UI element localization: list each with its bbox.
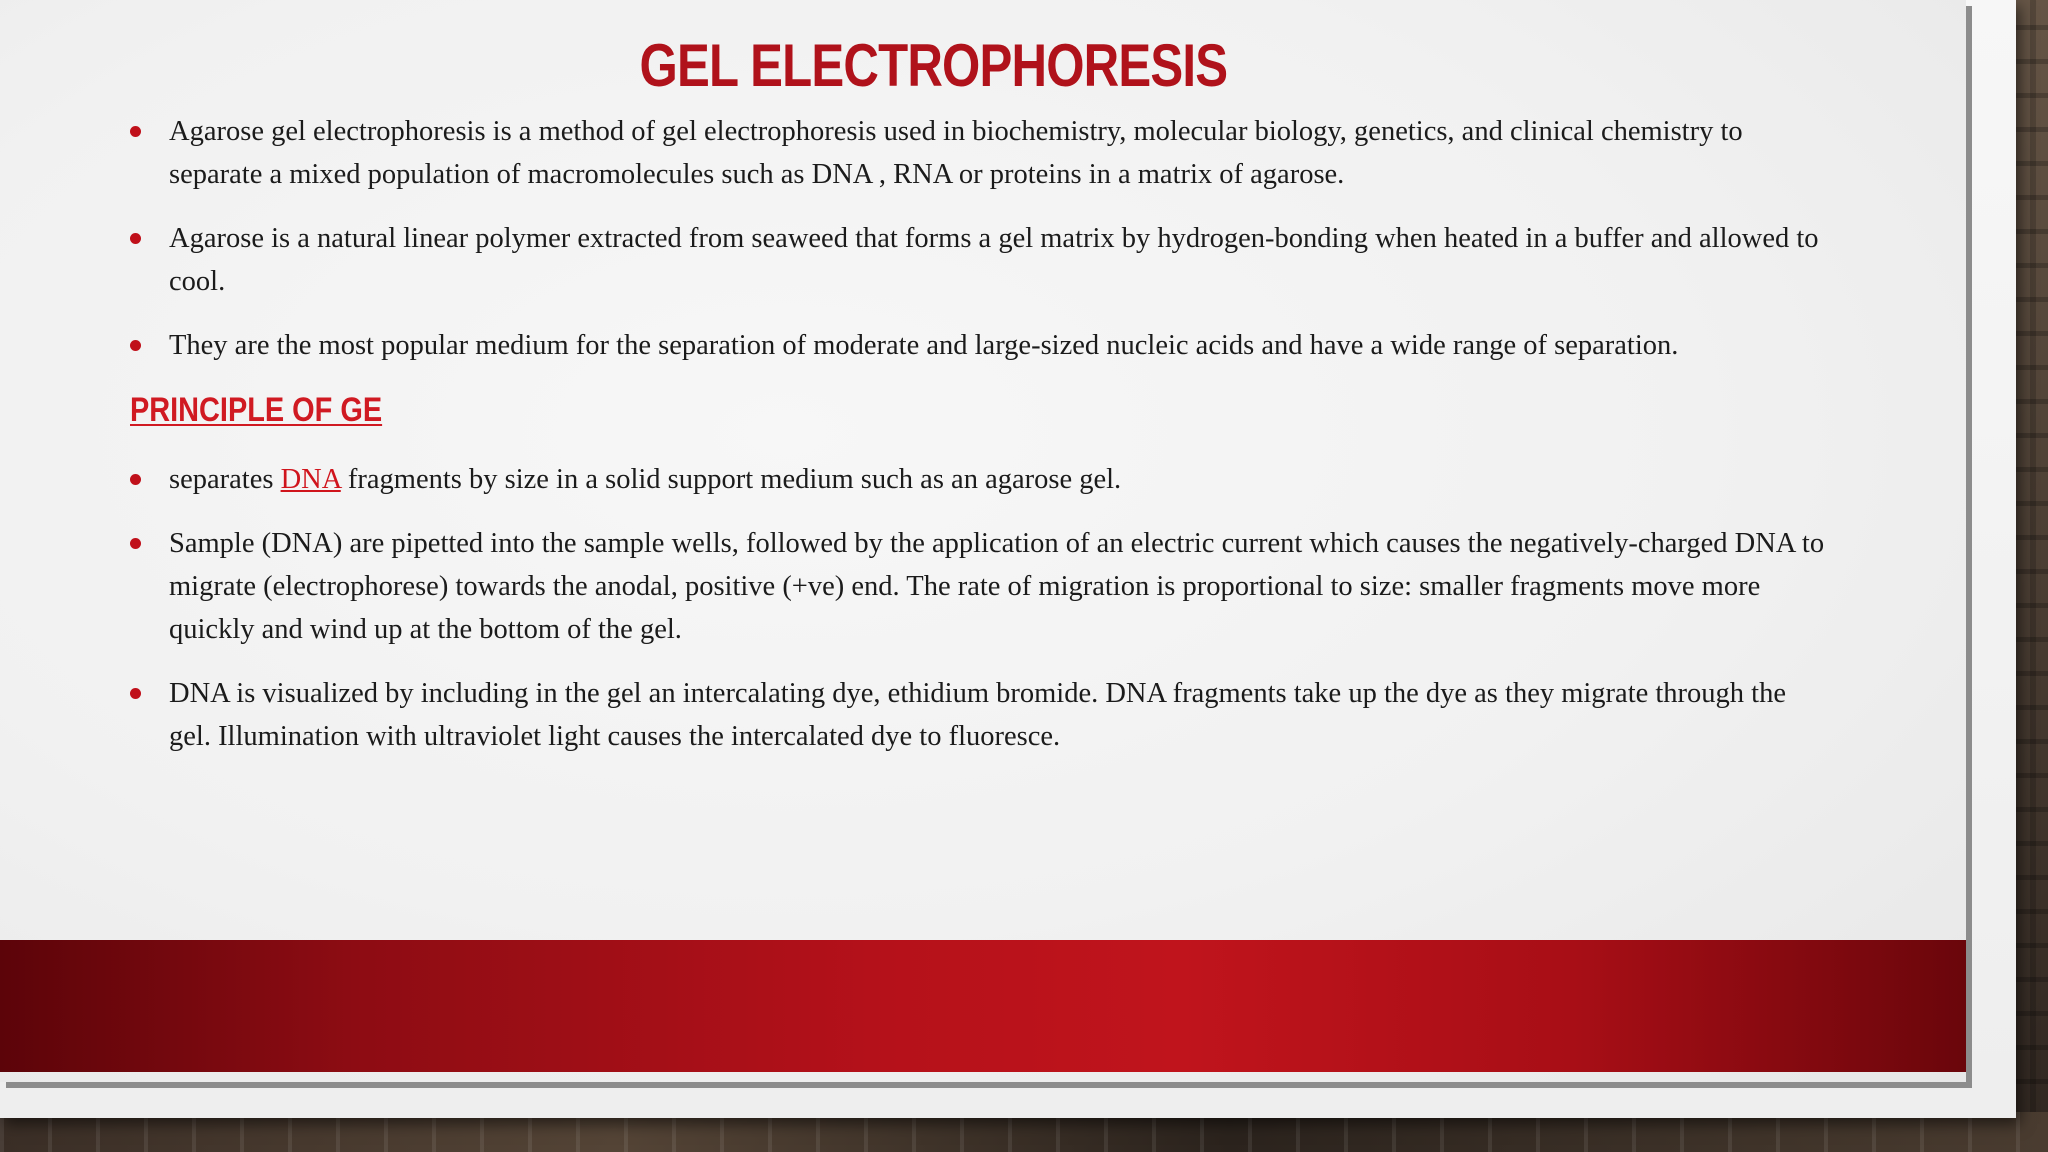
- bullet-dot-icon: [130, 233, 141, 244]
- list-item: [130, 522, 1830, 651]
- list-item: [130, 458, 1830, 501]
- bullet-text: Agarose is a natural linear polymer extracted from seaweed that forms a gel matrix by hydrogen-bonding when heated in a buffer and allowed to cool.: [169, 223, 1819, 297]
- section-heading-principle: PRINCIPLE OF GE: [130, 391, 383, 429]
- brick-wall-background: [0, 1112, 2048, 1152]
- bullet-dot-icon: [130, 538, 141, 549]
- bullet-text-after-link: fragments by size in a solid support medium such as an agarose gel.: [340, 464, 1122, 495]
- bullet-text-before-link: separates: [169, 464, 281, 495]
- list-item: [130, 672, 1830, 758]
- bullet-dot-icon: [130, 474, 141, 485]
- bullet-dot-icon: [130, 340, 141, 351]
- intro-bullet-list: [130, 110, 1830, 388]
- bullet-text: Sample (DNA) are pipetted into the sample wells, followed by the application of an electric current which causes the negatively-charged DNA to migrate (electrophorese) towards the anodal, positive (+ve) end. The rate of migration is proportional to size: smaller fragments move more quickly and wind up at the bottom of the gel.: [169, 528, 1825, 645]
- bullet-text: DNA is visualized by including in the gel an intercalating dye, ethidium bromide. DNA fragments take up the dye as they migrate through the gel. Illumination with ultraviolet light causes the intercalated dye to fluoresce.: [169, 678, 1786, 752]
- bullet-text: Agarose gel electrophoresis is a method of gel electrophoresis used in biochemistry, molecular biology, genetics, and clinical chemistry to separate a mixed population of macromolecules such as DNA , RNA or proteins in a matrix of agarose.: [169, 116, 1743, 190]
- bullet-dot-icon: [130, 688, 141, 699]
- list-item: [130, 110, 1830, 196]
- slide-title: GEL ELECTROPHORESIS: [639, 32, 1228, 99]
- bullet-dot-icon: [130, 126, 141, 137]
- bullet-text: They are the most popular medium for the separation of moderate and large-sized nucleic acids and have a wide range of separation.: [169, 330, 1679, 361]
- list-item: [130, 217, 1830, 303]
- dna-link[interactable]: DNA: [280, 464, 341, 495]
- footer-band: [0, 940, 1966, 1072]
- principle-bullet-list: [130, 458, 1830, 779]
- list-item: [130, 324, 1830, 367]
